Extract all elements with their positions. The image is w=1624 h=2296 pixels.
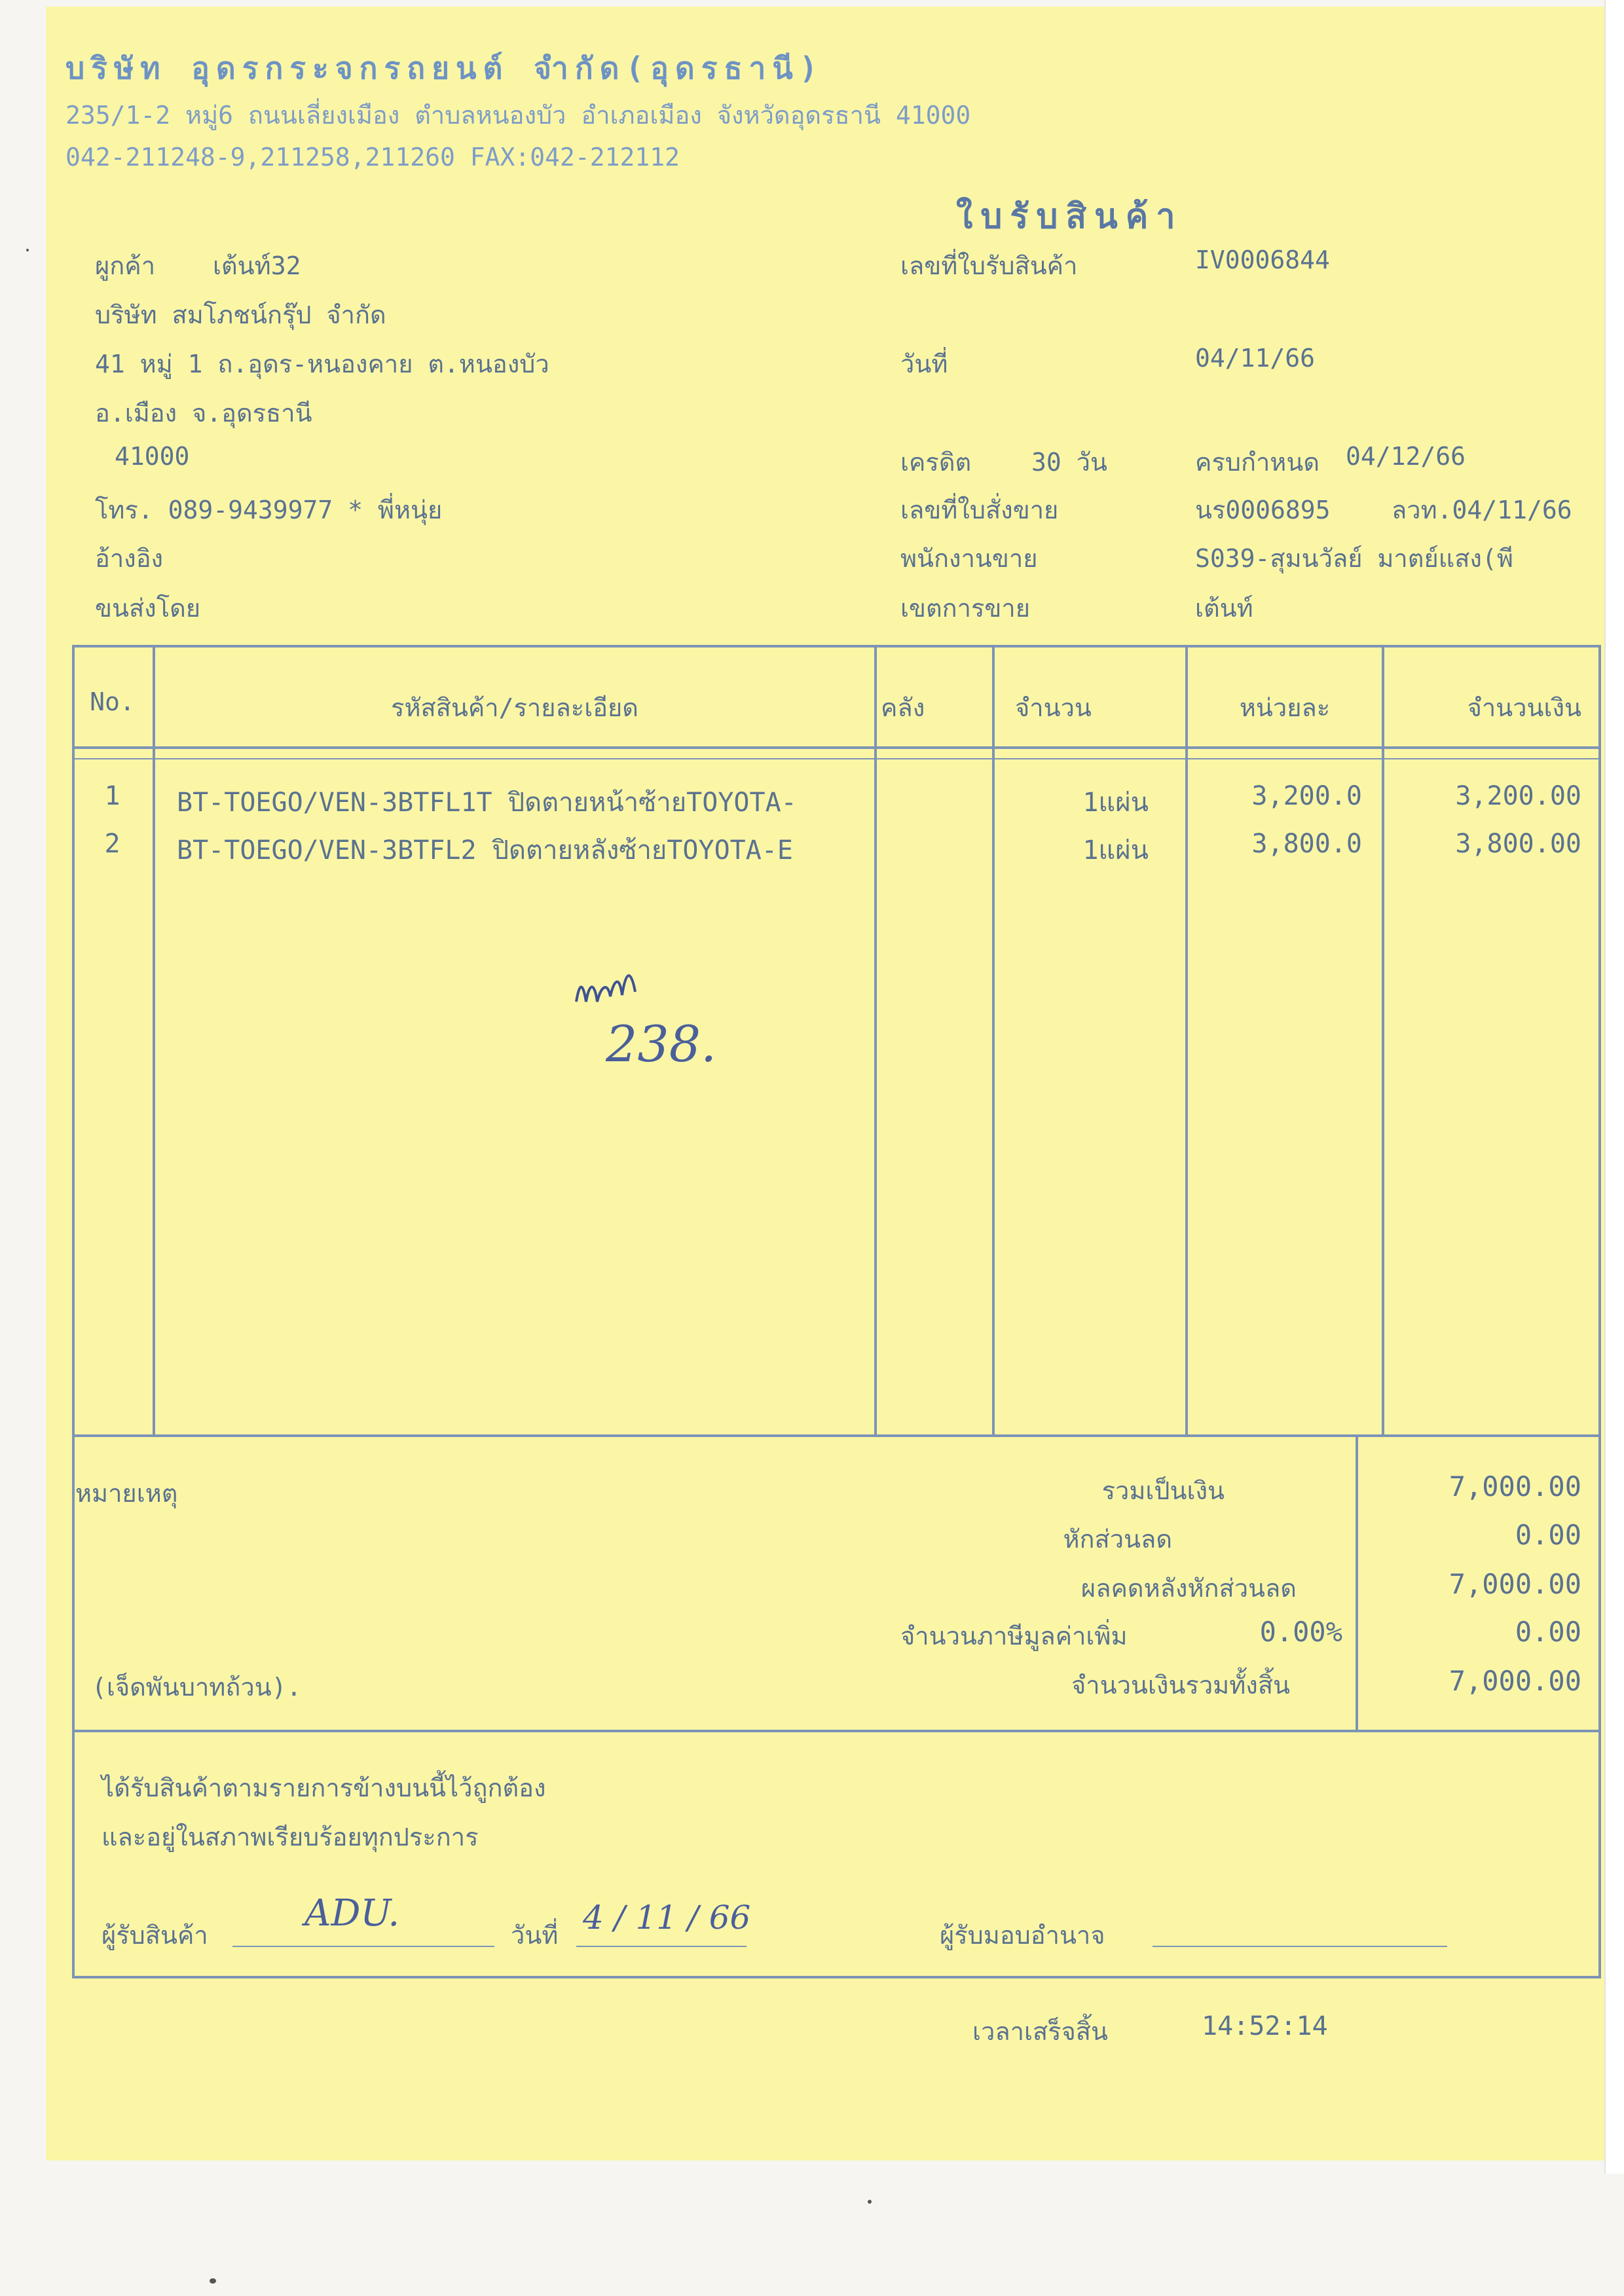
items-table [72,645,1601,1437]
receipt-date: 04/11/66 [1195,344,1316,373]
header-item: รหัสสินค้า/รายละเอียด [391,693,638,722]
receipt-no-label: เลขที่ใบรับสินค้า [900,251,1078,280]
order-label: เลขที่ใบสั่งขาย [900,496,1059,524]
handwritten-note: 238. [606,1015,717,1073]
column-divider [153,645,155,1437]
column-divider [992,645,995,1437]
sales-area-label: เขตการขาย [900,594,1030,623]
receiver-signature: ADU. [304,1892,400,1935]
column-divider [874,645,877,1437]
customer-address-2: อ.เมือง จ.อุดรธานี [95,399,312,428]
row-2-item: BT-TOEGO/VEN-3BTFL2 ปิดตายหลังซ้ายTOYOTA-E [177,835,793,866]
customer-phone: โทร. 089-9439977 * พี่หนุ่ย [95,496,443,524]
row-1-amount: 3,200.00 [1455,781,1581,811]
ack-date-label: วันที่ [511,1921,559,1950]
totals-divider [1356,1434,1358,1732]
acknowledgement-line-2: และอยู่ในสภาพเรียบร้อยทุกประการ [101,1823,479,1851]
completed-label: เวลาเสร็จสิ้น [972,2017,1108,2046]
table-header-divider [72,746,1601,749]
row-1-qty: 1แผ่น [1082,788,1149,818]
customer-address-1: 41 หมู่ 1 ถ.อุดร-หนองคาย ต.หนองบัว [95,350,549,378]
company-name: บริษัท อุดรกระจกรถยนต์ จำกัด(อุดรธานี) [65,50,824,86]
credit-label: เครดิต [900,448,972,477]
after-discount-label: ผลคดหลังหักส่วนลด [1080,1574,1297,1603]
row-1-no: 1 [104,781,120,811]
discount-label: หักส่วนลด [1063,1525,1172,1554]
row-1-item: BT-TOEGO/VEN-3BTFL1T ปิดตายหน้าซ้ายTOYOTA- [177,788,797,818]
column-divider [1382,645,1384,1437]
company-address: 235/1-2 หมู่6 ถนนเลี่ยงเมือง ตำบลหนองบัว อำเภอเมือง จังหวัดอุดรธานี 41000 [65,101,971,130]
due-label: ครบกำหนด [1195,448,1320,477]
vat-label: จำนวนภาษีมูลค่าเพิ่ม [900,1622,1128,1650]
order-no: นร0006895 [1195,496,1331,524]
grand-total: 7,000.00 [1449,1665,1581,1697]
customer-name: บริษัท สมโภชน์กรุ๊ป จำกัด [95,301,386,329]
table-header-divider-inner [72,758,1601,759]
header-no: No. [90,687,135,716]
salesperson: S039-สุมนวัลย์ มาตย์แสง(พี [1195,544,1513,573]
order-date: ลวท.04/11/66 [1392,496,1572,524]
column-divider [1185,645,1188,1437]
reference-label: อ้างอิง [95,544,164,573]
receipt-no: IV0006844 [1195,246,1330,274]
receipt-paper [46,7,1624,2160]
grand-total-label: จำนวนเงินรวมทั้งสิ้น [1071,1671,1290,1700]
row-2-unit-price: 3,800.0 [1251,829,1362,859]
header-warehouse: คลัง [881,693,925,722]
company-phone: 042-211248-9,211258,211260 FAX:042-212112 [65,143,680,172]
scan-speck [26,249,29,251]
subtotal: 7,000.00 [1449,1470,1581,1503]
row-2-amount: 3,800.00 [1455,829,1581,859]
receiver-signature-line [232,1946,494,1947]
date-label: วันที่ [900,350,948,378]
authorized-label: ผู้รับมอบอำนาจ [940,1921,1105,1950]
customer-postcode: 41000 [115,442,190,471]
after-discount: 7,000.00 [1449,1568,1581,1600]
scan-speck [210,2278,216,2284]
subtotal-label: รวมเป็นเงิน [1101,1476,1225,1505]
ack-date-handwritten: 4 / 11 / 66 [583,1899,751,1937]
header-amount: จำนวนเงิน [1467,693,1581,722]
sales-area: เต้นท์ [1195,594,1253,623]
credit-days: 30 วัน [1031,448,1107,477]
row-2-qty: 1แผ่น [1082,835,1149,866]
salesperson-label: พนักงานขาย [900,544,1038,573]
scan-speck [868,2200,872,2204]
vat-amount: 0.00 [1515,1616,1581,1648]
vat-rate: 0.00% [1259,1616,1342,1648]
amount-in-words: (เจ็ดพันบาทถ้วน). [92,1673,302,1702]
authorized-signature-line [1153,1946,1447,1947]
paper-edge-strip [1604,0,1624,2174]
acknowledgement-line-1: ได้รับสินค้าตามรายการข้างบนนี้ไว้ถูกต้อง [101,1774,546,1802]
header-qty: จำนวน [1015,693,1092,722]
receiver-label: ผู้รับสินค้า [101,1921,208,1950]
remark-label: หมายเหตุ [75,1479,178,1508]
ack-date-line [576,1946,747,1947]
row-2-no: 2 [104,829,120,859]
completed-time: 14:52:14 [1202,2011,1328,2041]
header-unit-price: หน่วยละ [1239,693,1331,722]
customer-code: เต้นท์32 [213,251,301,280]
due-date: 04/12/66 [1346,442,1466,471]
discount: 0.00 [1515,1519,1581,1551]
row-1-unit-price: 3,200.0 [1251,781,1362,811]
customer-label: ผูกค้า [95,251,156,280]
document-title: ใบรับสินค้า [956,197,1183,236]
shipping-label: ขนส่งโดย [95,594,201,623]
